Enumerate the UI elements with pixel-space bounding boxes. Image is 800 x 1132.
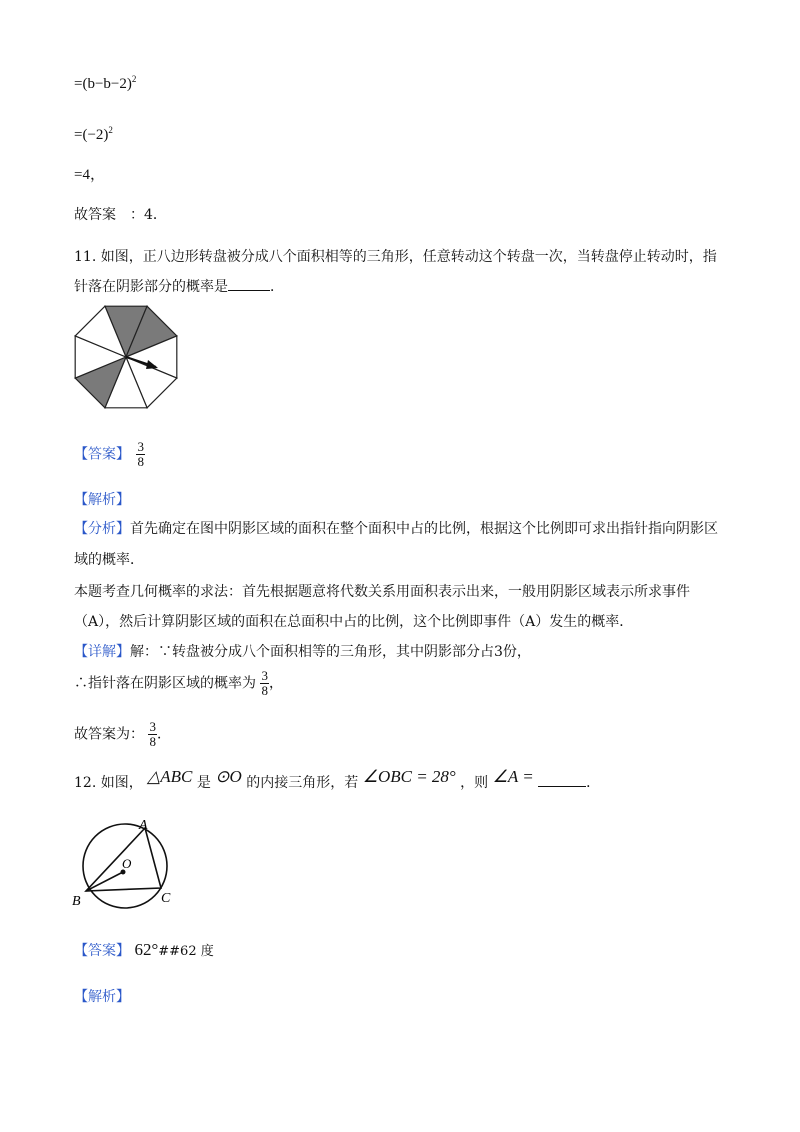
- prev-line-3: =4，: [74, 167, 105, 183]
- q11-therefore: [74, 669, 283, 698]
- label-o: O: [122, 856, 132, 871]
- q11-note-2: （A），然后计算阴影区域的面积在总面积中占的比例，这个比例即事件（A）发生的概率．: [74, 614, 634, 630]
- answer-denominator: 8: [137, 454, 144, 469]
- q11-line-2: [74, 276, 284, 296]
- label-b: B: [72, 894, 81, 909]
- q12-text-5: ．: [586, 775, 601, 791]
- q11-fenxi-2: 域的概率．: [74, 552, 144, 568]
- q11-result: [74, 720, 171, 749]
- fenxi-label: 【分析】: [74, 521, 130, 537]
- answer-label: 【答案】: [74, 446, 130, 463]
- result-fraction: [148, 720, 157, 749]
- prev-line-1-text: =(b−b−2): [74, 76, 132, 92]
- q12-text-2: 是: [196, 775, 211, 791]
- therefore-denominator: 8: [261, 683, 268, 698]
- result-denominator: 8: [149, 734, 156, 749]
- q12-answer-blank: [538, 773, 586, 787]
- q11-fenxi-1: [74, 518, 718, 538]
- q12-analysis-label: 【解析】: [74, 989, 130, 1005]
- q11-detail: [74, 641, 531, 661]
- q12-angle-obc: ∠OBC = 28°: [362, 767, 456, 786]
- q11-number: 11.: [74, 249, 97, 265]
- q12-answer-value: 62°: [134, 940, 159, 959]
- q12-triangle: △ABC: [147, 767, 193, 786]
- result-numerator: 3: [149, 719, 156, 734]
- q11-note-1: 本题考查几何概率的求法：首先根据题意将代数关系用面积表示出来，一般用阴影区域表示所求事件: [74, 584, 690, 600]
- prev-answer: 故答案 ：4．: [74, 207, 167, 223]
- label-a: A: [139, 818, 148, 833]
- therefore-numerator: 3: [261, 668, 268, 683]
- q12-answer-alt: ##62 度: [158, 944, 214, 959]
- therefore-fraction: [260, 669, 269, 698]
- q12-line: [74, 767, 601, 792]
- q12-text-3: 的内接三角形，若: [246, 775, 359, 791]
- q11-line-1: [74, 246, 717, 266]
- result-prefix: 故答案为：: [74, 726, 144, 743]
- answer-numerator: 3: [137, 439, 144, 454]
- answer-blank: [228, 277, 270, 291]
- inscribed-triangle-figure: [70, 818, 182, 910]
- answer-fraction: [136, 440, 145, 469]
- q12-angle-a: ∠A =: [492, 767, 534, 786]
- segment-ob: [86, 872, 123, 891]
- detail-label: 【详解】: [74, 644, 130, 660]
- q12-text-4: ，则: [460, 775, 489, 791]
- q12-answer: [74, 940, 214, 960]
- detail-text: 解：∵转盘被分成八个面积相等的三角形，其中阴影部分占3份，: [130, 644, 531, 660]
- prev-line-2-text: =(−2): [74, 127, 109, 143]
- q12-text-1: 如图，: [100, 775, 143, 791]
- label-c: C: [161, 891, 171, 906]
- therefore-text: ∴指针落在阴影区域的概率为: [74, 675, 256, 692]
- q12-circle: ⊙O: [215, 767, 242, 786]
- q11-text-2: 针落在阴影部分的概率是: [74, 279, 228, 295]
- result-end: ．: [156, 726, 171, 743]
- octagon-spinner-figure: [70, 302, 186, 416]
- q12-number: 12.: [74, 775, 97, 791]
- prev-line-1-exp: 2: [131, 74, 137, 84]
- q11-text-2-end: ．: [270, 279, 284, 295]
- fenxi-text-1: 首先确定在图中阴影区域的面积在整个面积中占的比例，根据这个比例即可求出指针指向阴影区: [130, 521, 718, 537]
- q12-answer-label: 【答案】: [74, 943, 130, 959]
- q11-answer: [74, 440, 145, 469]
- therefore-end: ，: [268, 675, 283, 692]
- prev-line-2: [74, 125, 113, 144]
- prev-line-2-exp: 2: [108, 125, 113, 135]
- q11-analysis-label: 【解析】: [74, 492, 130, 508]
- prev-line-1: [74, 74, 136, 93]
- q11-text-1: 如图，正八边形转盘被分成八个面积相等的三角形，任意转动这个转盘一次，当转盘停止转动时，指: [100, 249, 717, 265]
